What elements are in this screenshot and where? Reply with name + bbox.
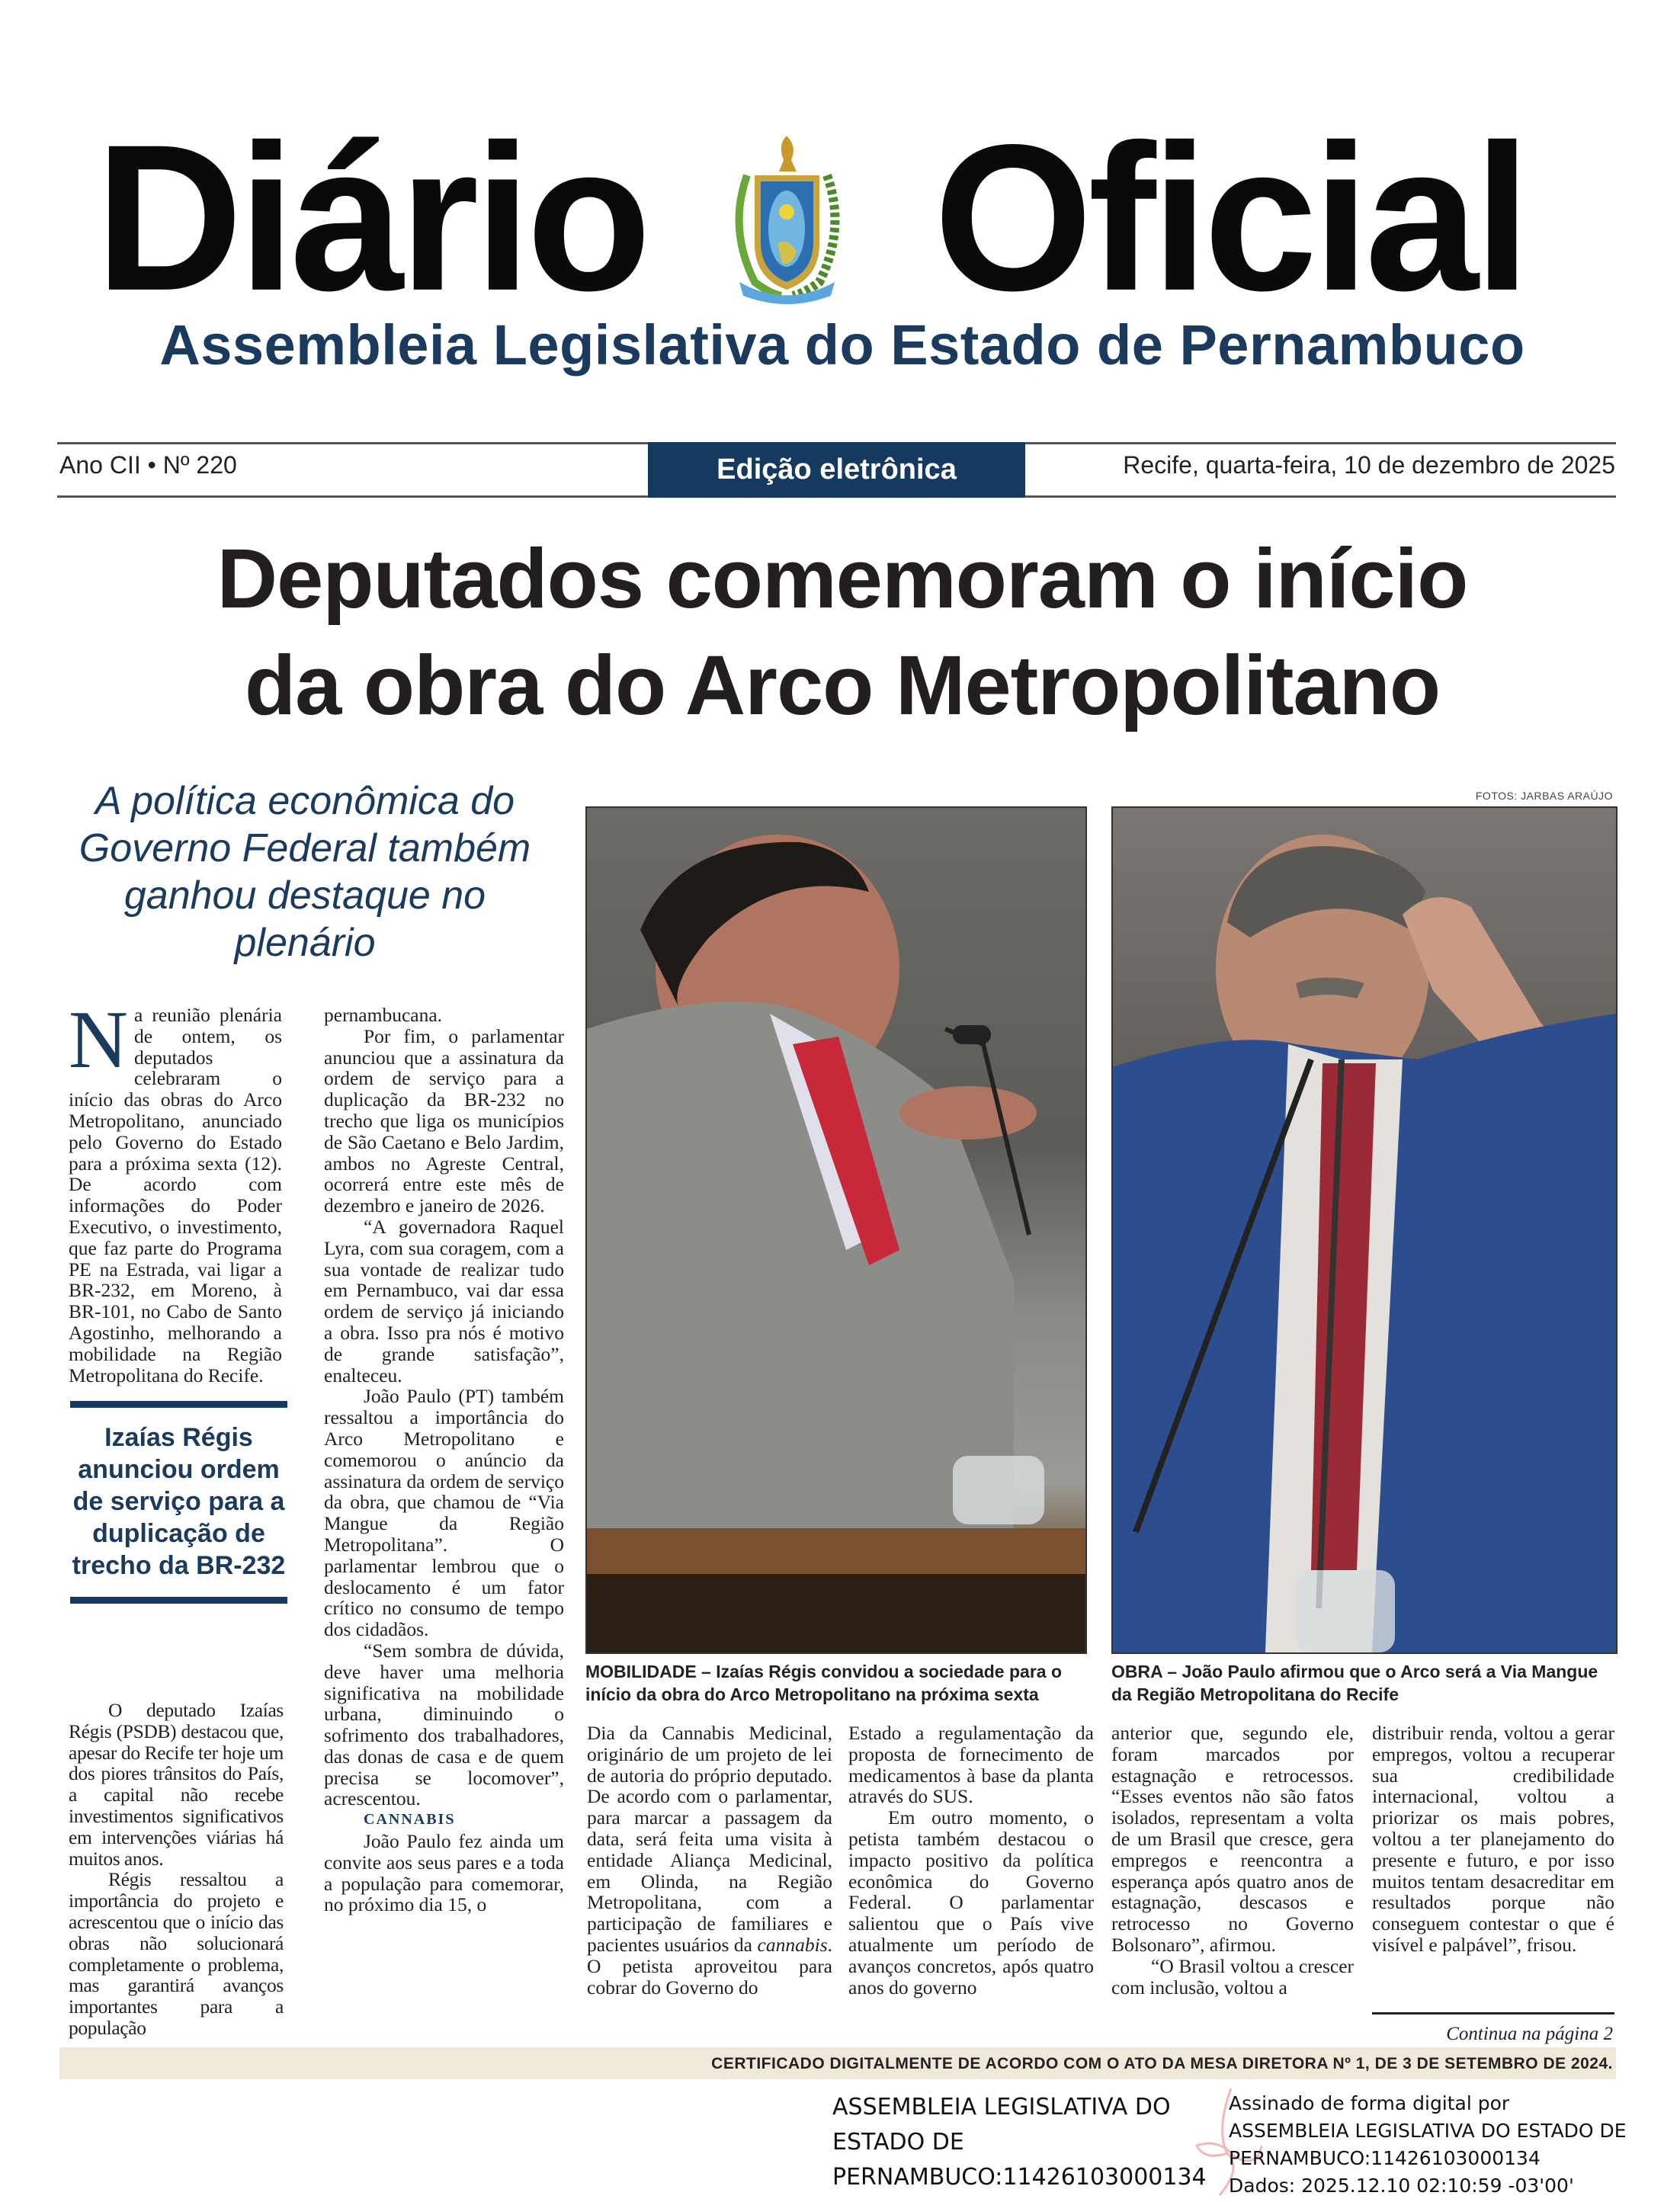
digital-signature-details	[1229, 2090, 1633, 2200]
issue-number: Ano CII • Nº 220	[59, 451, 237, 479]
divider	[1372, 2012, 1614, 2014]
paragraph: distribuir renda, voltou a gerar empregos, voltou a recuperar sua credibilidade internacional, voltou a priorizar os mais pobres, voltou a ter planejamento do presente e futuro, e por isso muitos tentam desacreditar em resultados porque não conseguem contestar o que é visível e palpável”, frisou.	[1372, 1722, 1614, 1956]
continued-link[interactable]: Continua na página 2	[1446, 2024, 1613, 2044]
paragraph: a reunião plenária de ontem, os deputados celebraram o início das obras do Arco Metropolitano, anunciado pelo Governo do Estado para a próxima sexta (12). De acordo com informações do Poder Executivo, o investimento, que faz parte do Programa PE na Estrada, vai ligar a BR-232, em Moreno, à BR-101, no Cabo de Santo Agostinho, melhorando a mobilidade na Região Metropolitana do Recife.	[69, 1004, 282, 1386]
paragraph: “O Brasil voltou a crescer com inclusão, voltou a	[1111, 1954, 1354, 1998]
masthead	[72, 101, 1612, 334]
dateline: Recife, quarta-feira, 10 de dezembro de 2025	[1123, 451, 1615, 479]
paragraph: Régis ressaltou a importância do projeto e acrescentou que o início das obras não solucionará completamente o problema, mas garantirá avanços importantes para a população	[69, 1868, 284, 2039]
photo-credit: FOTOS: JARBAS ARAÚJO	[1475, 790, 1613, 802]
masthead-title-left: Diário	[95, 101, 647, 334]
article-column-2	[324, 1005, 564, 1915]
article-column-4	[848, 1723, 1094, 1998]
paragraph: João Paulo (PT) também ressaltou a importância do Arco Metropolitano e comemorou o anúncio da assinatura da ordem de serviço da obra, que chamou de “Via Mangue da Região Metropolitana”. O parlamentar lembrou que o deslocamento é um fator crítico no consumo de tempo dos cidadãos.	[324, 1385, 564, 1641]
drop-cap: N	[69, 995, 128, 1085]
headline-line-2: da obra do Arco Metropolitano	[244, 639, 1441, 732]
paragraph: “Sem sombra de dúvida, deve haver uma melhoria significativa na mobilidade urbana, diminuindo o sofrimento dos trabalhadores, das donas de casa e de quem precisa se locomover”, acrescentou.	[324, 1639, 564, 1810]
text-run: . O petista aproveitou para cobrar do Governo do	[587, 1933, 832, 1998]
article-column-6	[1372, 1723, 1614, 1956]
pernambuco-seal-icon	[724, 130, 850, 305]
italic-term: cannabis	[757, 1933, 828, 1956]
text-run: Dia da Cannabis Medicinal, originário de um projeto de lei de autoria do próprio deputado. De acordo com o parlamentar, para marcar a passagem da data, será feita uma visita à entidade Aliança Medicinal, em Olinda, na Região Metropolitana, com a participação de familiares e pacientes usuários da	[587, 1722, 832, 1956]
edition-badge: Edição eletrônica	[648, 442, 1025, 498]
kicker: A política econômica do Governo Federal também ganhou destaque no plenário	[79, 779, 531, 965]
paragraph: Por fim, o parlamentar anunciou que a assinatura da ordem de serviço para a duplicação da BR-232 no trecho que liga os municípios de São Caetano e Belo Jardim, ambos no Agreste Central, ocorrerá entre este mês de dezembro e janeiro de 2026.	[324, 1024, 564, 1217]
photo-caption-2: OBRA – João Paulo afirmou que o Arco será a Via Mangue da Região Metropolitana do Recife	[1111, 1662, 1598, 1704]
digital-signature-name: ASSEMBLEIA LEGISLATIVA DO ESTADO DE PERNAMBUCO:11426103000134	[832, 2094, 1207, 2191]
speaker-photo-icon	[587, 808, 1085, 1652]
photo-caption-1: MOBILIDADE – Izaías Régis convidou a sociedade para o início da obra do Arco Metropolitano na próxima sexta	[585, 1662, 1062, 1704]
paragraph: anterior que, segundo ele, foram marcados por estagnação e retrocessos. “Esses eventos não são fatos isolados, representam a volta de um Brasil que cresce, gera empregos e reencontra a esperança após quatro anos de estagnação, descasos e retrocesso no Governo Bolsonaro”, afirmou.	[1111, 1722, 1354, 1956]
headline-line-1: Deputados comemoram o início	[216, 532, 1468, 626]
paragraph: João Paulo fez ainda um convite aos seus pares e a toda a população para comemorar, no próximo dia 15, o	[324, 1830, 564, 1916]
article-column-5	[1111, 1723, 1354, 1998]
signature-date: Dados: 2025.12.10 02:10:59 -03'00'	[1229, 2175, 1574, 2197]
article-column-1b	[69, 1700, 284, 2039]
paragraph: Em outro momento, o petista também destacou o impacto positivo da política econômica do Governo Federal. O parlamentar salientou que o País vive atualmente um período de avanços concretos, após quatro anos do governo	[848, 1806, 1094, 1998]
paragraph: pernambucana.	[324, 1004, 443, 1026]
certification-text: CERTIFICADO DIGITALMENTE DE ACORDO COM O ATO DA MESA DIRETORA Nº 1, DE 3 DE SETEMBRO DE 2024.	[711, 2055, 1613, 2072]
photo-joao-paulo	[1111, 806, 1617, 1654]
pull-quote	[70, 1401, 287, 1604]
article-column-1	[69, 995, 282, 1386]
section-subhead: CANNABIS	[364, 1811, 456, 1829]
article-column-3	[587, 1723, 832, 1998]
headline	[69, 526, 1616, 739]
pull-quote-text: Izaías Régis anunciou ordem de serviço para a duplicação de trecho da BR-232	[72, 1423, 286, 1580]
signature-signer: ASSEMBLEIA LEGISLATIVA DO ESTADO DE PERNAMBUCO:11426103000134	[1229, 2120, 1627, 2169]
masthead-subtitle: Assembleia Legislativa do Estado de Pernambuco	[159, 313, 1525, 377]
masthead-title-right: Oficial	[934, 101, 1527, 334]
paragraph: Estado a regulamentação da proposta de fornecimento de medicamentos à base da planta através do SUS.	[848, 1722, 1094, 1808]
paragraph: “A governadora Raquel Lyra, com sua coragem, com a sua vontade de realizar tudo em Pernambuco, vai dar essa ordem de serviço já iniciando a obra. Isso pra nós é motivo de grande satisfação”, enalteceu.	[324, 1215, 564, 1386]
divider	[70, 1597, 287, 1604]
signature-label: Assinado de forma digital por	[1229, 2092, 1510, 2114]
divider	[70, 1401, 287, 1408]
paragraph: O deputado Izaías Régis (PSDB) destacou que, apesar do Recife ter hoje um dos piores trânsitos do País, a capital não recebe investimentos significativos em intervenções viárias há muitos anos.	[69, 1699, 284, 1870]
paragraph	[587, 1723, 832, 1998]
photo-izaias-regis	[585, 806, 1087, 1654]
speaker-photo-icon	[1113, 808, 1616, 1652]
